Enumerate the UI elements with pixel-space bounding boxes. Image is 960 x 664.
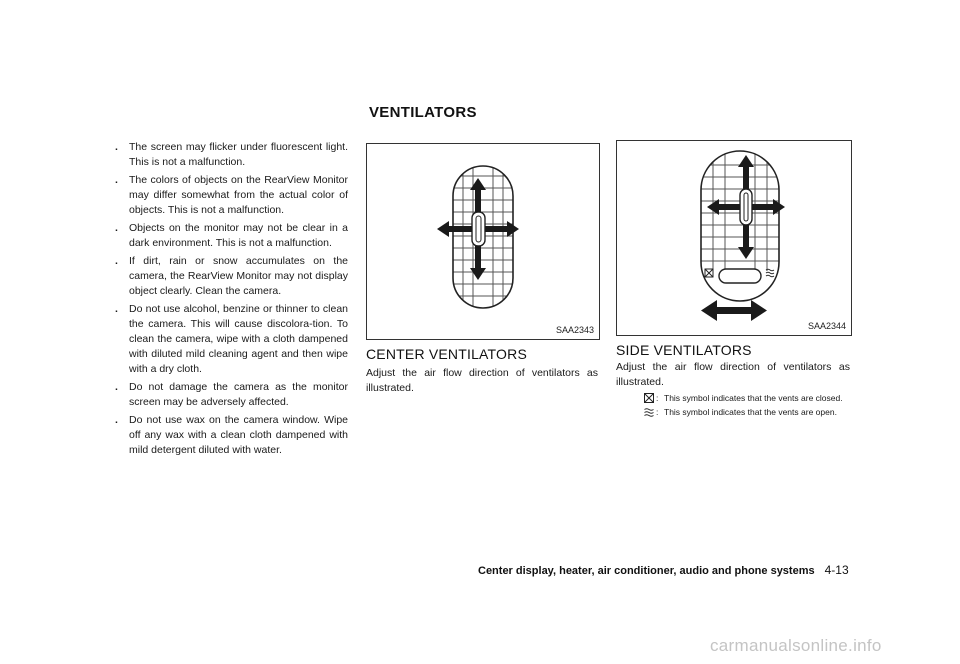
bullet-marker: .	[115, 141, 118, 153]
side-vent-illustration	[617, 141, 851, 335]
bullet-text: Do not damage the camera as the monitor screen may be adversely affected.	[129, 381, 348, 408]
bullet-text: Objects on the monitor may not be clear in a dark environment. This is not a malfunction.	[129, 222, 348, 249]
bullet-list	[112, 140, 348, 461]
bullet-text: Do not use alcohol, benzine or thinner to clean the camera. This will cause discolora-tion. To clean the camera, wipe with a cloth dampened with diluted mild cleaning agent and then wipe with a dry cloth.	[129, 303, 348, 375]
page-footer	[478, 563, 849, 577]
center-ventilators-heading: CENTER VENTILATORS	[366, 346, 527, 362]
list-item	[112, 380, 348, 410]
bullet-text: The colors of objects on the RearView Monitor may differ somewhat from the actual color of objects. This is not a malfunction.	[129, 174, 348, 216]
vent-symbol-legend	[644, 393, 850, 421]
side-ventilators-heading: SIDE VENTILATORS	[616, 342, 752, 358]
bullet-marker: .	[115, 414, 118, 426]
legend-text: This symbol indicates that the vents are open.	[664, 407, 837, 417]
center-vent-illustration	[367, 144, 599, 339]
list-item	[112, 302, 348, 377]
side-ventilator-figure	[616, 140, 852, 336]
bullet-text: Do not use wax on the camera window. Wipe off any wax with a clean cloth dampened with mild detergent diluted with water.	[129, 414, 348, 456]
vent-open-icon	[644, 407, 654, 417]
legend-separator: :	[656, 393, 659, 403]
list-item	[112, 254, 348, 299]
bullet-text: If dirt, rain or snow accumulates on the camera, the RearView Monitor may not display object clearly. Clean the camera.	[129, 255, 348, 297]
vent-closed-icon	[644, 393, 654, 403]
legend-item-open	[644, 407, 850, 418]
center-ventilators-text: Adjust the air flow direction of ventilators as illustrated.	[366, 367, 598, 394]
legend-item-closed	[644, 393, 850, 404]
footer-section-name: Center display, heater, air conditioner, audio and phone systems	[478, 565, 815, 577]
legend-text: This symbol indicates that the vents are closed.	[664, 393, 843, 403]
page-number: 4-13	[824, 563, 849, 577]
bullet-marker: .	[115, 381, 118, 393]
page-title: VENTILATORS	[369, 104, 477, 121]
figure-code: SAA2343	[555, 325, 594, 335]
bullet-text: The screen may flicker under fluorescent light. This is not a malfunction.	[129, 141, 348, 168]
figure-code: SAA2344	[807, 321, 846, 331]
side-ventilators-text: Adjust the air flow direction of ventilators as illustrated.	[616, 361, 850, 388]
bullet-marker: .	[115, 222, 118, 234]
list-item	[112, 140, 348, 170]
list-item	[112, 173, 348, 218]
center-ventilator-figure	[366, 143, 600, 340]
bullet-marker: .	[115, 303, 118, 315]
bullet-marker: .	[115, 255, 118, 267]
watermark: carmanualsonline.info	[710, 636, 882, 655]
list-item	[112, 221, 348, 251]
legend-separator: :	[656, 407, 659, 417]
list-item	[112, 413, 348, 458]
bullet-marker: .	[115, 174, 118, 186]
